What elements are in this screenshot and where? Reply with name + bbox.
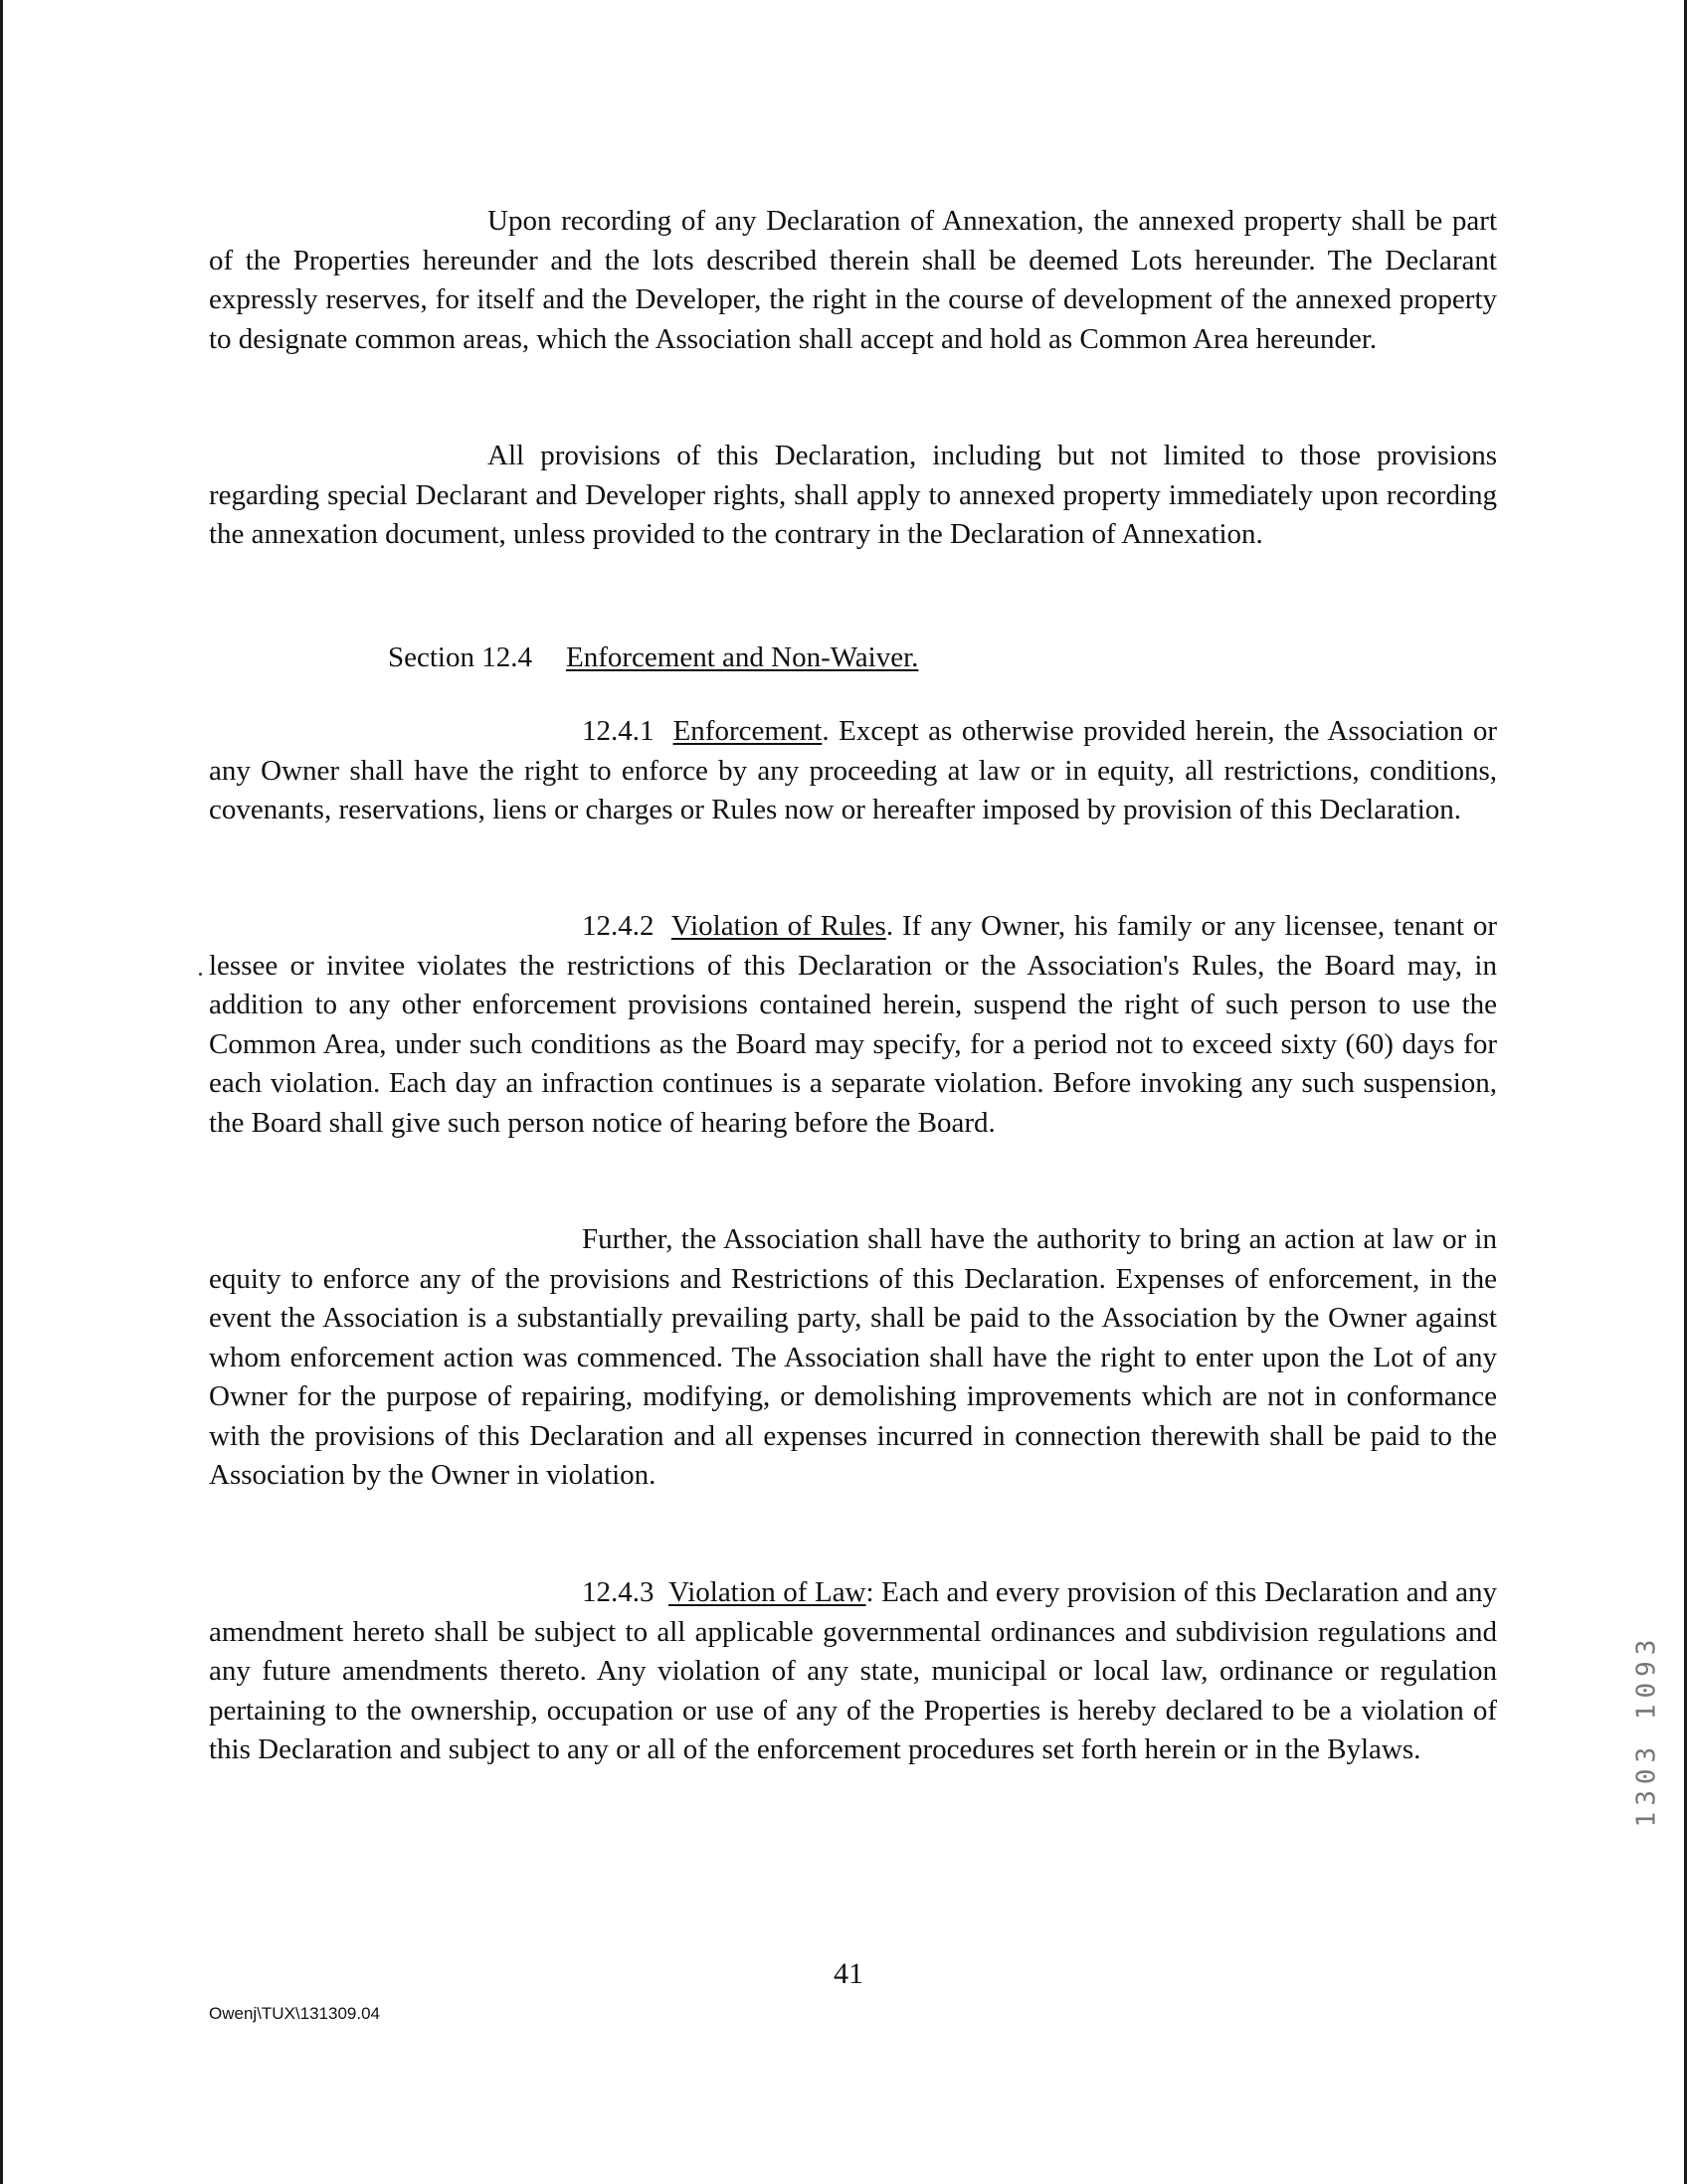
margin-recording-stamp: 1303 1093 xyxy=(1631,1633,1662,1828)
scan-border-left xyxy=(0,0,3,2184)
paragraph-annexation-recording: Upon recording of any Declaration of Annexation, the annexed property shall be part of the Properties hereunder and the lots described therein shall be deemed Lots hereunder. The Declarant expressly reserves, for itself and the Developer, the right in the course of development of the annexed property to designate common areas, which the Association shall accept and hold as Common Area hereunder. xyxy=(209,205,1497,355)
document-code: Owenj\TUX\131309.04 xyxy=(209,2004,380,2023)
subsection-text: . If any Owner, his family or any licensee, tenant or lessee or invitee violates the restrictions of this Declaration or the Association's Rules, the Board may, in addition to any other enforcement provisions contained herein, suspend the right of such person to use the Common Area, under such conditions as the Board may specify, for a period not to exceed sixty (60) days for each violation. Each day an infraction continues is a separate violation. Before invoking any such suspension, the Board shall give such person notice of hearing before the Board. xyxy=(209,910,1497,1139)
subsection-number: 12.4.1 xyxy=(582,715,655,747)
page-number: 41 xyxy=(834,1957,863,1990)
subsection-title: Enforcement xyxy=(672,715,823,747)
subsection-number: 12.4.2 xyxy=(582,910,655,942)
scan-speck xyxy=(199,973,202,976)
subsection-12-4-3 xyxy=(209,1573,1497,1770)
paragraph-annexed-property-provisions: All provisions of this Declaration, including but not limited to those provisions regarding special Declarant and Developer rights, shall apply to annexed property immediately upon recording the annexation document, unless provided to the contrary in the Declaration of Annexation. xyxy=(209,440,1497,550)
section-title: Enforcement and Non-Waiver. xyxy=(566,641,919,673)
subsection-text: : Each and every provision of this Declaration and any amendment hereto shall be subject to all applicable governmental ordinances and subdivision regulations and any future amendments thereto. Any violation of any state, municipal or local law, ordinance or regulation pertaining to the ownership, occupation or use of any of the Properties is hereby declared to be a violation of this Declaration and subject to any or all of the enforcement procedures set forth herein or in the Bylaws. xyxy=(209,1576,1497,1765)
subsection-12-4-1 xyxy=(209,712,1497,830)
section-number: Section 12.4 xyxy=(388,641,532,673)
subsection-number: 12.4.3 xyxy=(582,1576,655,1608)
subsection-12-4-2 xyxy=(209,907,1497,1143)
subsection-title: Violation of Rules xyxy=(670,910,886,942)
subsection-title: Violation of Law xyxy=(668,1576,866,1608)
subsection-text: . Except as otherwise provided herein, the Association or any Owner shall have the right to enforce by any proceeding at law or in equity, all restrictions, conditions, covenants, reservations, liens or charges or Rules now or hereafter imposed by provision of this Declaration. xyxy=(209,715,1498,825)
section-12-4-heading xyxy=(388,638,918,678)
paragraph-further-authority: Further, the Association shall have the authority to bring an action at law or in equity to enforce any of the provisions and Restrictions of this Declaration. Expenses of enforcement, in the event the Association is a substantially prevailing party, shall be paid to the Association by the Owner against whom enforcement action was commenced. The Association shall have the right to enter upon the Lot of any Owner for the purpose of repairing, modifying, or demolishing improvements which are not in conformance with the provisions of this Declaration and all expenses incurred in connection therewith shall be paid to the Association by the Owner in violation. xyxy=(209,1223,1497,1491)
